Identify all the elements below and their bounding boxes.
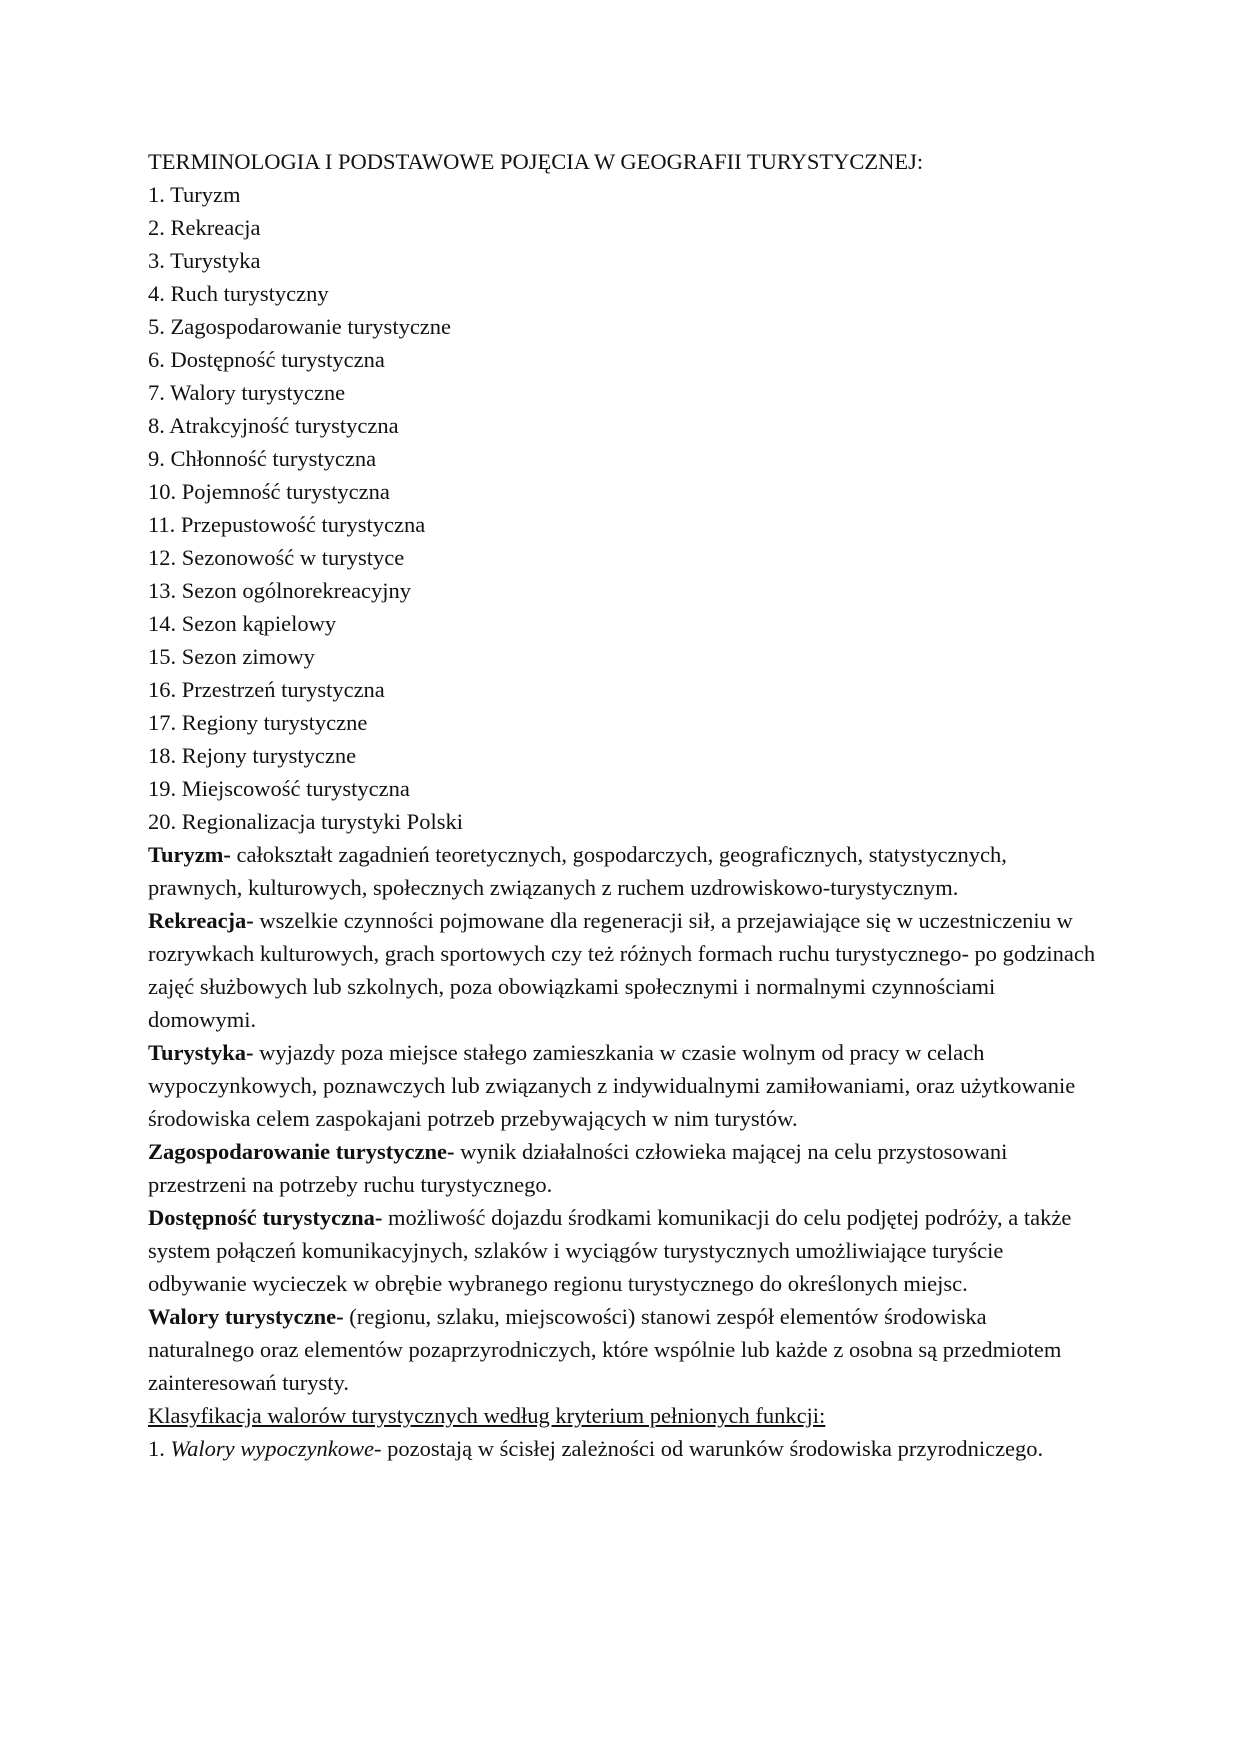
list-item: 4. Ruch turystyczny	[148, 281, 329, 306]
document-heading: TERMINOLOGIA I PODSTAWOWE POJĘCIA W GEOGRAFII TURYSTYCZNEJ:	[148, 149, 924, 174]
definition-text: (regionu, szlaku, miejscowości) stanowi zespół elementów środowiska naturalnego oraz elementów pozaprzyrodniczych, które wspólnie lub każde z osobna są przedmiotem zainteresowań turysty.	[148, 1304, 1062, 1395]
list-item: 6. Dostępność turystyczna	[148, 347, 385, 372]
definition-text: możliwość dojazdu środkami komunikacji do celu podjętej podróży, a także system połączeń komunikacyjnych, szlaków i wyciągów turystycznych umożliwiające turyście odbywanie wycieczek w obrębie wybranego regionu turystycznego do określonych miejsc.	[148, 1205, 1072, 1296]
definition-zagospodarowanie	[148, 1135, 1098, 1201]
classification-number: 1.	[148, 1436, 171, 1461]
list-item: 19. Miejscowość turystyczna	[148, 776, 410, 801]
classification-term: Walory wypoczynkowe-	[170, 1436, 382, 1461]
definition-term: Turyzm-	[148, 842, 231, 867]
list-item: 14. Sezon kąpielowy	[148, 611, 337, 636]
terms-list	[148, 178, 1098, 838]
list-item: 10. Pojemność turystyczna	[148, 479, 390, 504]
definition-term: Dostępność turystyczna-	[148, 1205, 383, 1230]
list-item: 13. Sezon ogólnorekreacyjny	[148, 578, 412, 603]
definition-term: Turystyka-	[148, 1040, 254, 1065]
definition-walory	[148, 1300, 1098, 1399]
classification-heading: Klasyfikacja walorów turystycznych według kryterium pełnionych funkcji:	[148, 1403, 826, 1428]
definition-term: Zagospodarowanie turystyczne-	[148, 1139, 455, 1164]
definition-term: Rekreacja-	[148, 908, 254, 933]
definition-term: Walory turystyczne-	[148, 1304, 344, 1329]
list-item: 5. Zagospodarowanie turystyczne	[148, 314, 452, 339]
list-item: 11. Przepustowość turystyczna	[148, 512, 426, 537]
list-item: 17. Regiony turystyczne	[148, 710, 368, 735]
definition-rekreacja	[148, 904, 1098, 1036]
list-item: 9. Chłonność turystyczna	[148, 446, 377, 471]
definition-text: wyjazdy poza miejsce stałego zamieszkania w czasie wolnym od pracy w celach wypoczynkowych, poznawczych lub związanych z indywidualnymi zamiłowaniami, oraz użytkowanie środowiska celem zaspokajani potrzeb przebywających w nim turystów.	[148, 1040, 1076, 1131]
document-page	[148, 145, 1098, 1465]
list-item: 2. Rekreacja	[148, 215, 261, 240]
definition-turystyka	[148, 1036, 1098, 1135]
list-item: 1. Turyzm	[148, 182, 241, 207]
classification-item	[148, 1432, 1098, 1465]
definition-text: wszelkie czynności pojmowane dla regeneracji sił, a przejawiające się w uczestniczeniu w rozrywkach kulturowych, grach sportowych czy też różnych formach ruchu turystycznego- po godzinach zajęć służbowych lub szkolnych, poza obowiązkami społecznymi i normalnymi czynnościami domowymi.	[148, 908, 1096, 1032]
definition-dostepnosc	[148, 1201, 1098, 1300]
list-item: 16. Przestrzeń turystyczna	[148, 677, 385, 702]
list-item: 15. Sezon zimowy	[148, 644, 315, 669]
classification-text: pozostają w ścisłej zależności od warunków środowiska przyrodniczego.	[381, 1436, 1044, 1461]
definition-text: wynik działalności człowieka mającej na celu przystosowani przestrzeni na potrzeby ruchu turystycznego.	[148, 1139, 1008, 1197]
definitions	[148, 838, 1098, 1399]
definition-turyzm	[148, 838, 1098, 904]
list-item: 12. Sezonowość w turystyce	[148, 545, 405, 570]
list-item: 7. Walory turystyczne	[148, 380, 346, 405]
definition-text: całokształt zagadnień teoretycznych, gospodarczych, geograficznych, statystycznych, prawnych, kulturowych, społecznych związanych z ruchem uzdrowiskowo-turystycznym.	[148, 842, 1007, 900]
list-item: 8. Atrakcyjność turystyczna	[148, 413, 399, 438]
list-item: 3. Turystyka	[148, 248, 261, 273]
list-item: 20. Regionalizacja turystyki Polski	[148, 809, 463, 834]
list-item: 18. Rejony turystyczne	[148, 743, 357, 768]
